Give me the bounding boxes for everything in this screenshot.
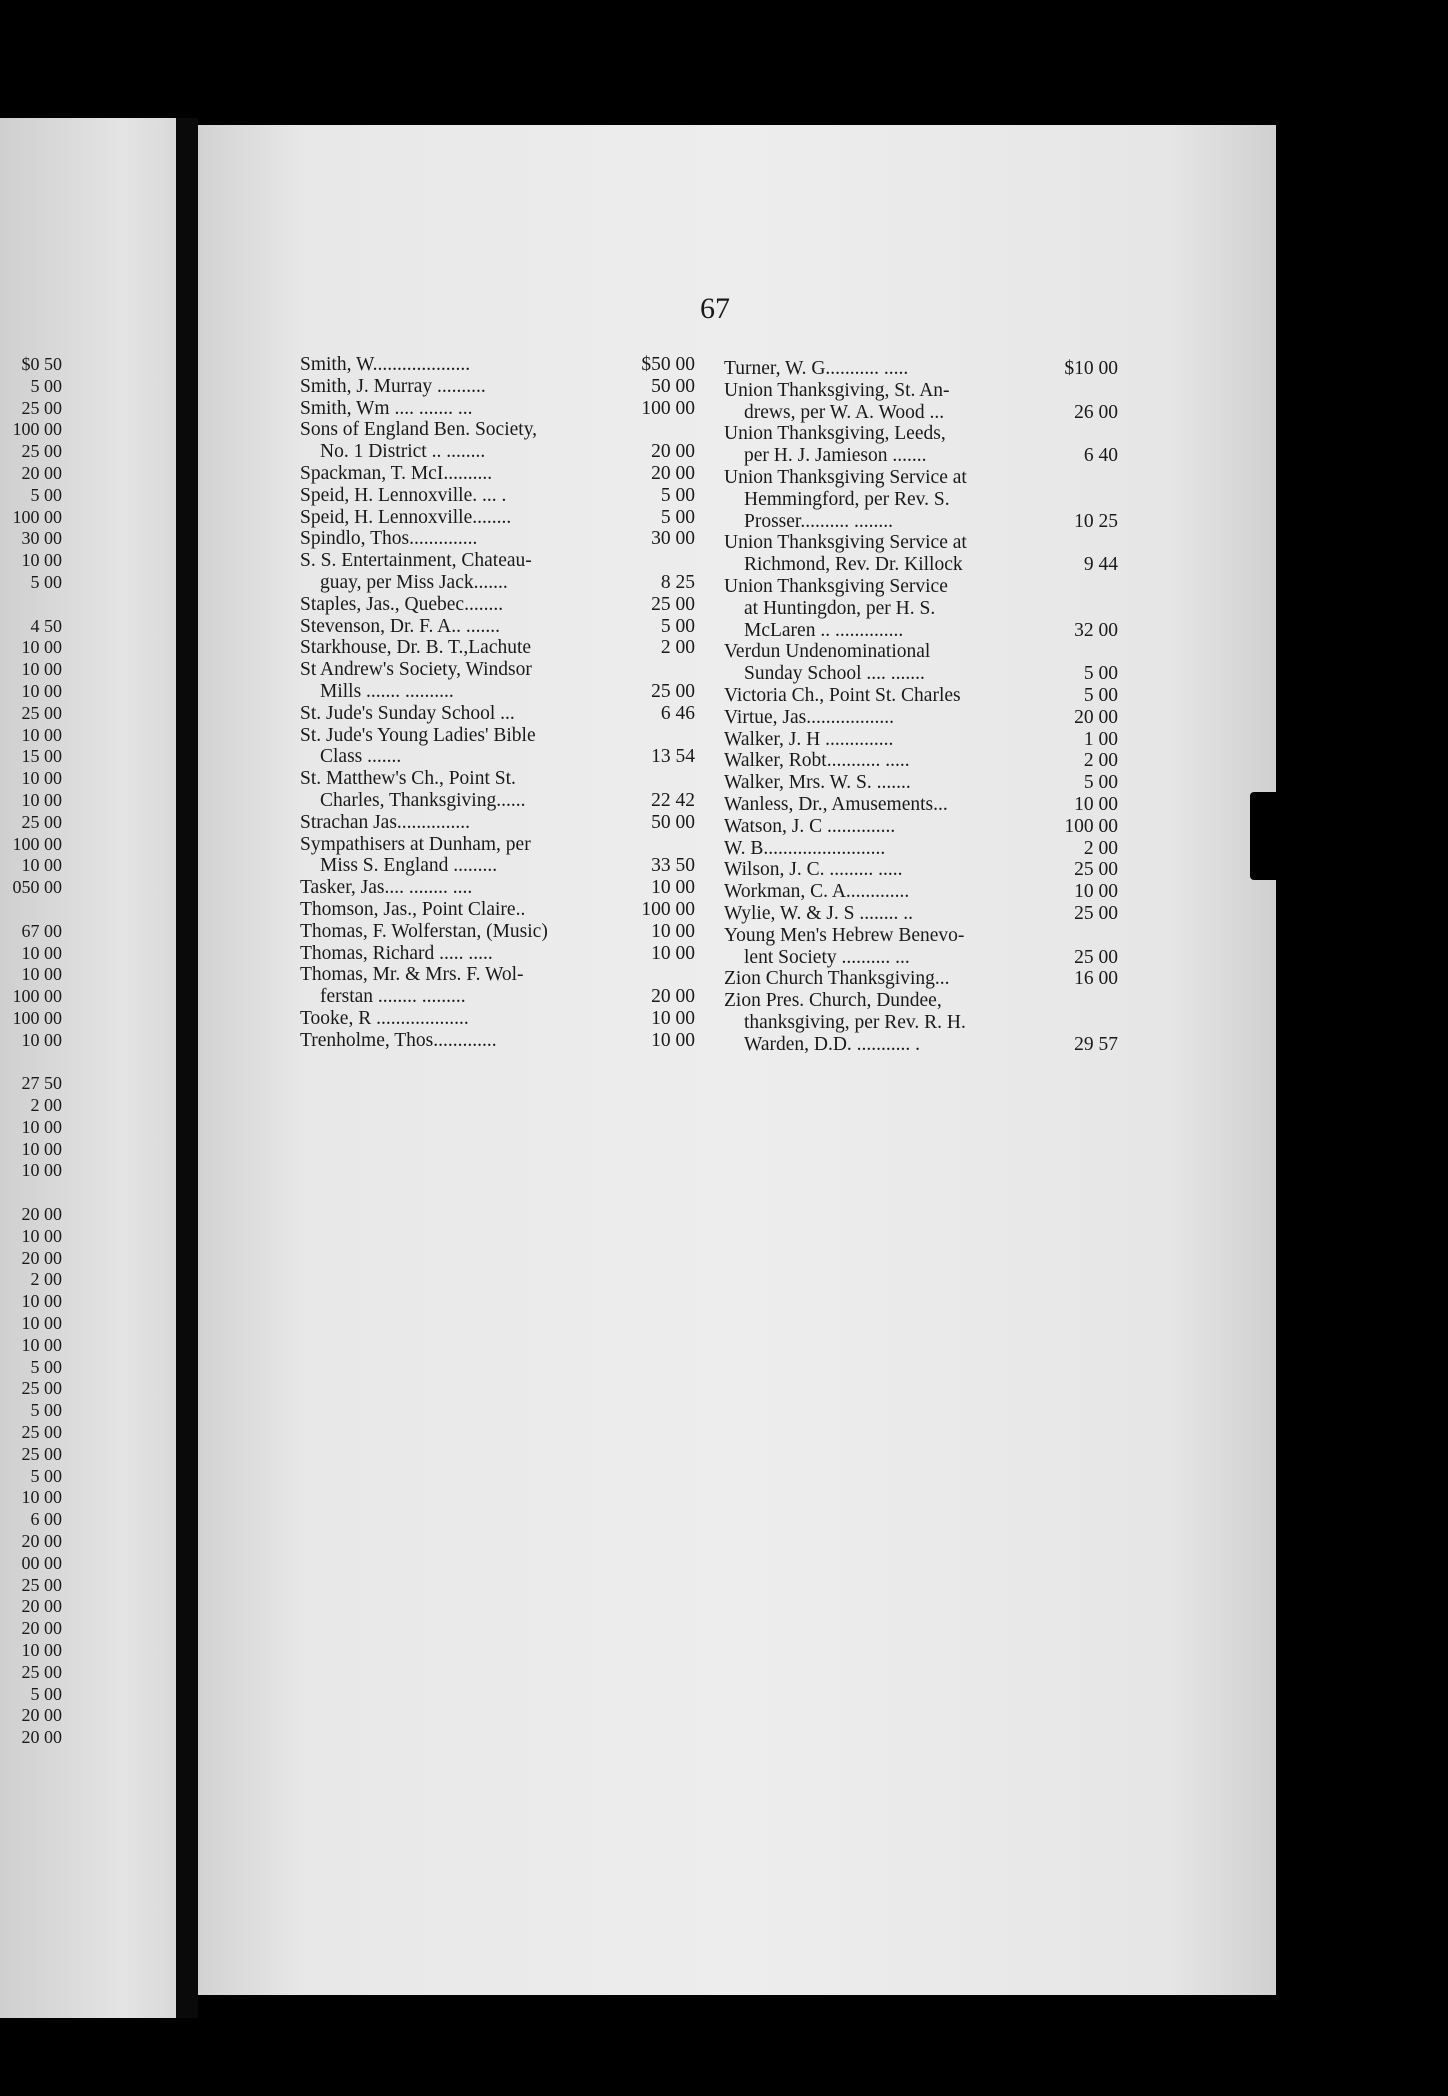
entry-row <box>724 685 1118 707</box>
entry-row <box>300 507 695 529</box>
entry-row <box>724 707 1118 729</box>
entry-name: Mills ....... .......... <box>320 680 454 702</box>
entry-name: Prosser.......... ........ <box>744 510 893 532</box>
left-amount: 100 00 <box>12 986 62 1007</box>
entry-name: Walker, Robt........... ..... <box>724 750 910 772</box>
left-amount: 2 00 <box>30 1095 62 1116</box>
left-amount: 4 50 <box>30 615 62 636</box>
entry-row <box>300 812 695 834</box>
left-amount <box>0 1182 62 1204</box>
entry-row <box>724 663 1118 685</box>
entry-amount: 5 00 <box>660 506 695 528</box>
entry-amount: 25 00 <box>651 680 695 702</box>
entry-name: guay, per Miss Jack....... <box>320 571 508 593</box>
entry-name: St Andrew's Society, Windsor <box>300 659 532 681</box>
entry-row <box>724 968 1118 990</box>
entry-name: Thomas, Mr. & Mrs. F. Wol- <box>300 964 524 986</box>
entry-name: Spackman, T. McI.......... <box>300 462 493 484</box>
entry-name: Young Men's Hebrew Benevo- <box>724 924 965 946</box>
entry-amount: 20 00 <box>651 441 695 463</box>
entry-name: Trenholme, Thos............. <box>300 1029 497 1051</box>
left-amount: 10 00 <box>21 789 62 810</box>
entry-row <box>300 943 695 965</box>
entry-name: Turner, W. G........... ..... <box>724 358 909 379</box>
entry-amount: 10 00 <box>651 942 695 964</box>
entry-name: Wylie, W. & J. S ........ .. <box>724 902 913 924</box>
entry-amount: 16 00 <box>1074 968 1118 990</box>
entry-amount: 20 00 <box>651 986 695 1008</box>
entry-name: St. Jude's Sunday School ... <box>300 702 515 724</box>
left-amount: 10 00 <box>21 942 62 963</box>
entry-name: Hemmingford, per Rev. S. <box>744 488 950 510</box>
entry-amount: 2 00 <box>660 637 695 659</box>
entry-amount: 5 00 <box>660 484 695 506</box>
entry-name: Tasker, Jas.... ........ .... <box>300 877 473 899</box>
entry-name: Thomson, Jas., Point Claire.. <box>300 898 526 920</box>
entry-name: W. B......................... <box>724 837 886 859</box>
left-amount: 25 00 <box>21 397 62 418</box>
entry-amount: 100 00 <box>641 397 695 419</box>
left-amount: 5 00 <box>30 1356 62 1377</box>
entry-row <box>724 729 1118 751</box>
left-amount: 10 00 <box>21 1138 62 1159</box>
entry-amount: 13 54 <box>651 746 695 768</box>
entry-row <box>724 881 1118 903</box>
entry-name: Miss S. England ......... <box>320 855 498 877</box>
entry-amount: $10 00 <box>1064 358 1118 379</box>
entry-row <box>724 620 1118 642</box>
entry-row <box>300 637 695 659</box>
entry-row <box>300 877 695 899</box>
left-amount: 20 00 <box>21 1204 62 1225</box>
left-amount: 2 00 <box>30 1269 62 1290</box>
entry-row <box>724 816 1118 838</box>
entry-row <box>300 398 695 420</box>
entry-row <box>300 964 695 986</box>
entry-name: Thomas, F. Wolferstan, (Music) <box>300 920 548 942</box>
entry-row <box>300 899 695 921</box>
entry-amount: 29 57 <box>1074 1033 1118 1055</box>
entry-name: Union Thanksgiving Service at <box>724 466 967 488</box>
entry-name: Union Thanksgiving, St. An- <box>724 379 950 401</box>
entry-amount: 50 00 <box>651 811 695 833</box>
entry-name: Smith, W.................... <box>300 354 471 375</box>
entry-amount: 25 00 <box>1074 946 1118 968</box>
left-amount: 10 00 <box>21 550 62 571</box>
left-amount: 100 00 <box>12 506 62 527</box>
entry-amount: 100 00 <box>641 898 695 920</box>
entry-row <box>300 725 695 747</box>
entry-row <box>300 746 695 768</box>
entry-row <box>724 1034 1118 1056</box>
entry-row <box>300 419 695 441</box>
left-amount <box>0 1052 62 1074</box>
left-amount: 30 00 <box>21 528 62 549</box>
entry-row <box>724 903 1118 925</box>
entry-row <box>724 489 1118 511</box>
entry-amount: $50 00 <box>641 354 695 375</box>
entry-amount: 10 00 <box>651 1029 695 1051</box>
left-amount: 10 00 <box>21 1116 62 1137</box>
entry-name: No. 1 District .. ........ <box>320 441 486 463</box>
entry-row <box>724 641 1118 663</box>
left-amount: 10 00 <box>21 768 62 789</box>
entry-row <box>300 485 695 507</box>
left-amount: $0 50 <box>21 354 62 374</box>
left-amount: 25 00 <box>21 1422 62 1443</box>
left-amount: 100 00 <box>12 1007 62 1028</box>
entry-amount: 1 00 <box>1083 728 1118 750</box>
entry-amount: 9 44 <box>1083 554 1118 576</box>
book-spine <box>176 118 198 2018</box>
left-amount: 5 00 <box>30 571 62 592</box>
entry-name: thanksgiving, per Rev. R. H. <box>744 1011 966 1033</box>
left-amount: 6 00 <box>30 1509 62 1530</box>
entry-amount: 5 00 <box>660 615 695 637</box>
entry-name: Wilson, J. C. ......... ..... <box>724 859 903 881</box>
entry-amount: 2 00 <box>1083 837 1118 859</box>
entry-row <box>724 750 1118 772</box>
entry-name: Speid, H. Lennoxville. ... . <box>300 484 507 506</box>
entry-row <box>724 859 1118 881</box>
entry-name: St. Jude's Young Ladies' Bible <box>300 724 536 746</box>
entry-row <box>724 554 1118 576</box>
entry-name: Richmond, Rev. Dr. Killock <box>744 554 963 576</box>
entry-amount: 30 00 <box>651 528 695 550</box>
subscription-column-2 <box>724 358 1118 1056</box>
entry-name: Staples, Jas., Quebec........ <box>300 593 504 615</box>
left-amount <box>0 594 62 616</box>
entry-name: Walker, Mrs. W. S. ....... <box>724 772 911 794</box>
entry-amount: 20 00 <box>1074 706 1118 728</box>
entry-name: Sunday School .... ....... <box>744 663 925 685</box>
left-amount: 100 00 <box>12 833 62 854</box>
entry-row <box>300 986 695 1008</box>
entry-amount: 6 46 <box>660 702 695 724</box>
entry-name: Verdun Undenominational <box>724 641 931 663</box>
entry-name: drews, per W. A. Wood ... <box>744 401 945 423</box>
left-amount: 10 00 <box>21 1313 62 1334</box>
left-amount: 25 00 <box>21 811 62 832</box>
entry-amount: 5 00 <box>1083 684 1118 706</box>
left-amount: 15 00 <box>21 746 62 767</box>
left-amount: 10 00 <box>21 1334 62 1355</box>
left-amount: 100 00 <box>12 419 62 440</box>
left-amount: 25 00 <box>21 702 62 723</box>
entry-row <box>300 463 695 485</box>
entry-amount: 32 00 <box>1074 619 1118 641</box>
entry-name: Workman, C. A............. <box>724 881 910 903</box>
left-amount: 5 00 <box>30 1465 62 1486</box>
entry-name: Watson, J. C .............. <box>724 815 896 837</box>
entry-row <box>724 511 1118 533</box>
entry-amount: 25 00 <box>651 593 695 615</box>
entry-row <box>300 550 695 572</box>
left-amount: 5 00 <box>30 375 62 396</box>
entry-amount: 22 42 <box>651 789 695 811</box>
left-amount: 10 00 <box>21 1029 62 1050</box>
left-amount <box>0 899 62 921</box>
left-amount: 5 00 <box>30 1400 62 1421</box>
entry-name: Virtue, Jas.................. <box>724 706 894 728</box>
entry-name: Union Thanksgiving, Leeds, <box>724 423 946 445</box>
entry-name: Victoria Ch., Point St. Charles <box>724 684 961 706</box>
entry-row <box>300 1030 695 1052</box>
entry-name: per H. J. Jamieson ....... <box>744 445 927 467</box>
entry-name: Class ....... <box>320 746 402 768</box>
entry-amount: 25 00 <box>1074 902 1118 924</box>
entry-amount: 10 00 <box>1074 793 1118 815</box>
left-amount: 27 50 <box>21 1073 62 1094</box>
entry-row <box>724 1012 1118 1034</box>
entry-row <box>724 467 1118 489</box>
entry-row <box>724 925 1118 947</box>
left-amount: 10 00 <box>21 724 62 745</box>
entry-row <box>724 423 1118 445</box>
entry-row <box>724 380 1118 402</box>
page-number: 67 <box>700 292 730 325</box>
left-amount: 20 00 <box>21 1705 62 1726</box>
entry-amount: 26 00 <box>1074 401 1118 423</box>
entry-row <box>300 855 695 877</box>
left-amount: 050 00 <box>12 877 62 898</box>
entry-row <box>300 768 695 790</box>
entry-row <box>300 354 695 376</box>
left-amount: 20 00 <box>21 1618 62 1639</box>
entry-name: Tooke, R ................... <box>300 1007 469 1029</box>
entry-name: Sons of England Ben. Society, <box>300 419 538 441</box>
entry-name: St. Matthew's Ch., Point St. <box>300 768 516 790</box>
entry-row <box>724 358 1118 380</box>
left-amount: 10 00 <box>21 1487 62 1508</box>
entry-name: Warden, D.D. ........... . <box>744 1033 921 1055</box>
left-amount: 25 00 <box>21 1443 62 1464</box>
left-amount: 10 00 <box>21 1225 62 1246</box>
entry-name: Union Thanksgiving Service <box>724 575 948 597</box>
page-edge-notch <box>1250 792 1280 880</box>
left-amount: 25 00 <box>21 441 62 462</box>
entry-amount: 10 00 <box>651 920 695 942</box>
entry-row <box>300 572 695 594</box>
entry-name: Zion Pres. Church, Dundee, <box>724 990 942 1012</box>
left-amount: 10 00 <box>21 680 62 701</box>
left-amount: 00 00 <box>21 1552 62 1573</box>
entry-name: ferstan ........ ......... <box>320 986 466 1008</box>
left-amount: 10 00 <box>21 659 62 680</box>
left-amount: 25 00 <box>21 1661 62 1682</box>
entry-row <box>724 772 1118 794</box>
entry-row <box>300 790 695 812</box>
entry-row <box>724 598 1118 620</box>
entry-amount: 5 00 <box>1083 772 1118 794</box>
entry-row <box>724 990 1118 1012</box>
entry-row <box>300 681 695 703</box>
entry-row <box>300 703 695 725</box>
entry-amount: 100 00 <box>1064 815 1118 837</box>
entry-name: McLaren .. .............. <box>744 619 904 641</box>
entry-amount: 25 00 <box>1074 859 1118 881</box>
entry-name: Starkhouse, Dr. B. T.,Lachute <box>300 637 532 659</box>
entry-amount: 6 40 <box>1083 445 1118 467</box>
left-amount: 67 00 <box>21 920 62 941</box>
entry-name: Strachan Jas............... <box>300 811 471 833</box>
entry-name: Zion Church Thanksgiving... <box>724 968 950 990</box>
left-amount: 20 00 <box>21 1531 62 1552</box>
left-amount: 25 00 <box>21 1574 62 1595</box>
entry-amount: 33 50 <box>651 855 695 877</box>
entry-row <box>300 616 695 638</box>
entry-name: Sympathisers at Dunham, per <box>300 833 531 855</box>
entry-amount: 10 00 <box>651 877 695 899</box>
left-amount: 10 00 <box>21 1640 62 1661</box>
entry-amount: 10 25 <box>1074 510 1118 532</box>
entry-row <box>724 838 1118 860</box>
entry-amount: 5 00 <box>1083 663 1118 685</box>
entry-amount: 50 00 <box>651 375 695 397</box>
entry-row <box>300 834 695 856</box>
left-amount: 20 00 <box>21 462 62 483</box>
entry-amount: 2 00 <box>1083 750 1118 772</box>
entry-row <box>300 376 695 398</box>
entry-amount: 10 00 <box>1074 881 1118 903</box>
entry-name: lent Society .......... ... <box>744 946 910 968</box>
entry-name: at Huntingdon, per H. S. <box>744 597 936 619</box>
left-amount: 10 00 <box>21 1291 62 1312</box>
entry-name: Smith, Wm .... ....... ... <box>300 397 473 419</box>
left-amount: 5 00 <box>30 484 62 505</box>
left-amount: 10 00 <box>21 855 62 876</box>
entry-name: Union Thanksgiving Service at <box>724 532 967 554</box>
entry-name: Stevenson, Dr. F. A.. ....... <box>300 615 500 637</box>
entry-row <box>300 441 695 463</box>
entry-row <box>300 1008 695 1030</box>
entry-name: S. S. Entertainment, Chateau- <box>300 550 532 572</box>
entry-row <box>724 402 1118 424</box>
entry-name: Charles, Thanksgiving...... <box>320 789 526 811</box>
entry-row <box>724 947 1118 969</box>
entry-amount: 8 25 <box>660 571 695 593</box>
left-amount: 20 00 <box>21 1596 62 1617</box>
left-amount: 20 00 <box>21 1727 62 1748</box>
entry-row <box>724 532 1118 554</box>
entry-row <box>300 594 695 616</box>
left-amount: 10 00 <box>21 637 62 658</box>
entry-row <box>724 794 1118 816</box>
entry-name: Wanless, Dr., Amusements... <box>724 793 948 815</box>
left-amount: 25 00 <box>21 1378 62 1399</box>
entry-amount: 20 00 <box>651 462 695 484</box>
entry-row <box>724 576 1118 598</box>
entry-name: Thomas, Richard ..... ..... <box>300 942 493 964</box>
entry-row <box>300 659 695 681</box>
left-amount: 5 00 <box>30 1683 62 1704</box>
entry-row <box>300 921 695 943</box>
subscription-column-1 <box>300 354 695 1052</box>
entry-amount: 10 00 <box>651 1007 695 1029</box>
entry-name: Smith, J. Murray .......... <box>300 375 486 397</box>
left-page-amounts <box>0 354 62 1749</box>
left-amount: 20 00 <box>21 1247 62 1268</box>
entry-name: Walker, J. H .............. <box>724 728 894 750</box>
left-amount: 10 00 <box>21 1160 62 1181</box>
entry-row <box>724 445 1118 467</box>
entry-name: Spindlo, Thos.............. <box>300 528 478 550</box>
left-amount: 10 00 <box>21 964 62 985</box>
entry-row <box>300 528 695 550</box>
entry-name: Speid, H. Lennoxville........ <box>300 506 512 528</box>
